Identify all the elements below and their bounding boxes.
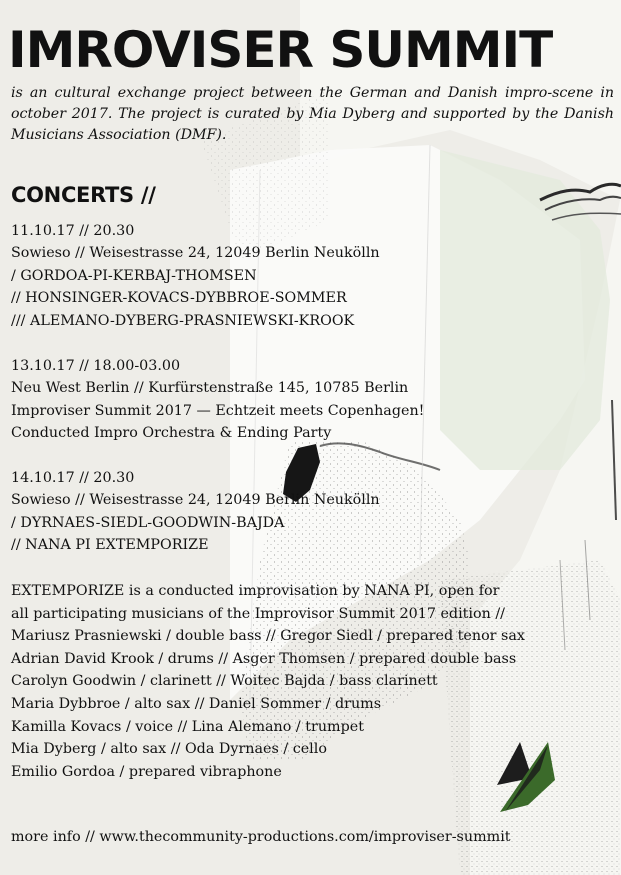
concert-lineup: / GORDOA-PI-KERBAJ-THOMSEN [11, 267, 257, 284]
concert-3 [11, 467, 611, 557]
concert-venue: Sowieso // Weisestrasse 24, 12049 Berlin Neukölln [11, 492, 380, 509]
concert-1 [11, 220, 611, 332]
musician-line: Adrian David Krook / drums // Asger Thomsen / prepared double bass [11, 650, 517, 667]
musician-line: Mariusz Prasniewski / double bass // Gregor Siedl / prepared tenor sax [11, 628, 525, 645]
musician-line: Emilio Gordoa / prepared vibraphone [11, 763, 282, 780]
musician-line: Kamilla Kovacs / voice // Lina Alemano / trumpet [11, 718, 364, 735]
concert-lineup: /// ALEMANO-DYBERG-PRASNIEWSKI-KROOK [11, 312, 355, 329]
concert-description: Conducted Impro Orchestra & Ending Party [11, 425, 332, 442]
concert-venue: Neu West Berlin // Kurfürstenstraße 145, 10785 Berlin [11, 380, 409, 397]
concert-date: 13.10.17 // 18.00-03.00 [11, 358, 181, 374]
concert-date: 11.10.17 // 20.30 [11, 223, 135, 239]
concert-2 [11, 355, 611, 445]
concert-lineup: // HONSINGER-KOVACS-DYBBROE-SOMMER [11, 290, 347, 307]
concert-description: Improviser Summit 2017 — Echtzeit meets Copenhagen! [11, 402, 425, 419]
concerts-heading: CONCERTS // [11, 183, 156, 207]
concert-lineup: // NANA PI EXTEMPORIZE [11, 537, 209, 554]
extemporize-line: all participating musicians of the Improvisor Summit 2017 edition // [11, 605, 505, 622]
extemporize-section [11, 580, 611, 783]
concert-lineup: / DYRNAES-SIEDL-GOODWIN-BAJDA [11, 514, 285, 531]
concert-venue: Sowieso // Weisestrasse 24, 12049 Berlin Neukölln [11, 245, 380, 262]
extemporize-line: EXTEMPORIZE is a conducted improvisation by NANA PI, open for [11, 583, 500, 599]
musician-line: Maria Dybbroe / alto sax // Daniel Sommer / drums [11, 695, 382, 712]
more-info-link[interactable]: more info // www.thecommunity-productions.com/improviser-summit [11, 829, 511, 845]
musician-line: Carolyn Goodwin / clarinett // Woitec Bajda / bass clarinett [11, 673, 438, 690]
intro-text: is an cultural exchange project between the German and Danish impro-scene in october 2017. The project is curated by Mia Dyberg and supported by the Danish Musicians Association (DMF). [11, 85, 614, 143]
concert-date: 14.10.17 // 20.30 [11, 470, 135, 486]
poster-title: IMROVISER SUMMIT [8, 21, 553, 79]
musician-line: Mia Dyberg / alto sax // Oda Dyrnaes / cello [11, 741, 327, 758]
